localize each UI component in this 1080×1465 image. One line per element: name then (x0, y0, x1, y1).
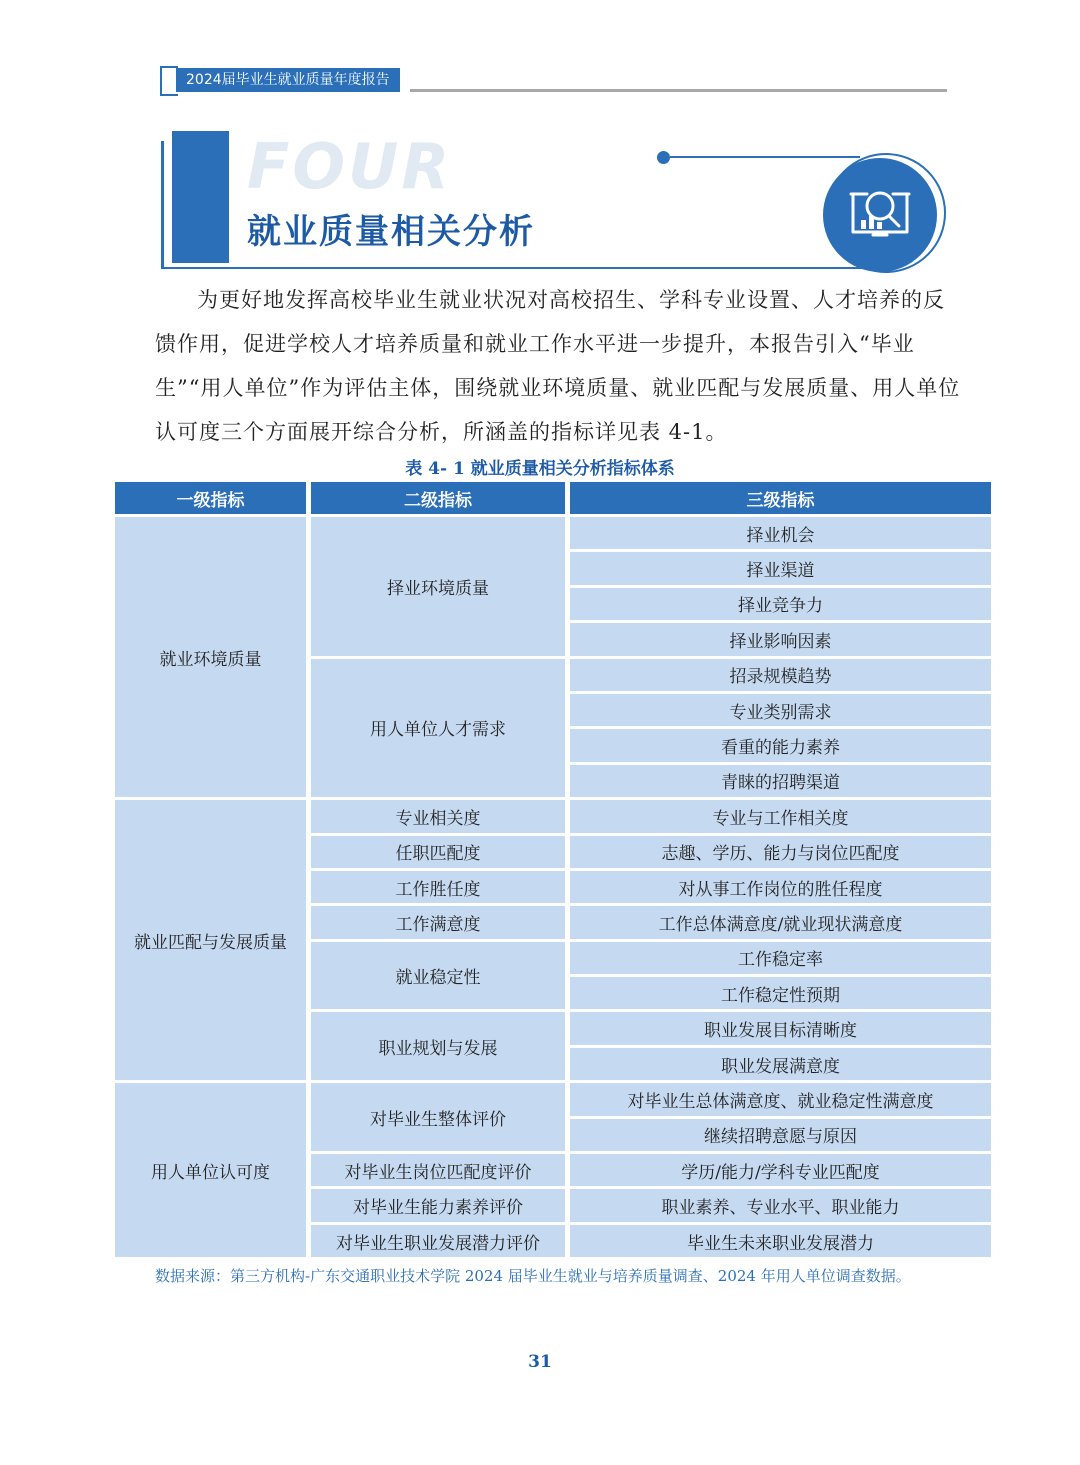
level2-cell: 对毕业生岗位匹配度评价 (311, 1154, 565, 1186)
table-header-row (115, 482, 991, 514)
banner-bottom-rule (161, 267, 881, 269)
table-caption: 表 4- 1 就业质量相关分析指标体系 (405, 459, 675, 479)
chapter-title: 就业质量相关分析 (247, 212, 535, 252)
level3-cell: 工作稳定性预期 (570, 977, 991, 1009)
level3-cell: 招录规模趋势 (570, 659, 991, 691)
page-number: 31 (528, 1352, 552, 1372)
level3-cell: 择业竞争力 (570, 588, 991, 620)
level2-cell: 对毕业生整体评价 (311, 1083, 565, 1151)
level2-cell: 对毕业生职业发展潜力评价 (311, 1225, 565, 1257)
banner-accent-bar (172, 131, 229, 263)
level3-cell: 青睐的招聘渠道 (570, 765, 991, 797)
table-row (115, 800, 991, 832)
table-row (115, 517, 991, 549)
source-note: 数据来源：第三方机构-广东交通职业技术学院 2024 届毕业生就业与培养质量调查、2024 年用人单位调查数据。 (155, 1267, 911, 1285)
banner-edge-line (161, 141, 164, 269)
level2-cell: 对毕业生能力素养评价 (311, 1189, 565, 1221)
intro-text: 为更好地发挥高校毕业生就业状况对高校招生、学科专业设置、人才培养的反馈作用，促进学校人才培养质量和就业工作水平进一步提升，本报告引入“毕业生”“用人单位”作为评估主体，围绕就业环境质量、就业匹配与发展质量、用人单位认可度三个方面展开综合分析，所涵盖的指标详见表 4-1。 (155, 288, 961, 444)
level3-cell: 职业素养、专业水平、职业能力 (570, 1189, 991, 1221)
level3-cell: 志趣、学历、能力与岗位匹配度 (570, 836, 991, 868)
banner-icon-circle (823, 158, 937, 272)
level1-cell: 就业匹配与发展质量 (115, 800, 306, 1080)
level3-cell: 对从事工作岗位的胜任程度 (570, 871, 991, 903)
report-title: 2024届毕业生就业质量年度报告 (176, 68, 400, 92)
level3-cell: 看重的能力素养 (570, 729, 991, 761)
level3-cell: 继续招聘意愿与原因 (570, 1119, 991, 1151)
table-body (115, 517, 991, 1257)
level2-cell: 就业稳定性 (311, 942, 565, 1010)
level3-cell: 对毕业生总体满意度、就业稳定性满意度 (570, 1083, 991, 1115)
level3-cell: 择业渠道 (570, 552, 991, 584)
level3-cell: 毕业生未来职业发展潜力 (570, 1225, 991, 1257)
level3-cell: 择业影响因素 (570, 623, 991, 655)
level2-cell: 职业规划与发展 (311, 1012, 565, 1080)
header-level3: 三级指标 (570, 482, 991, 514)
level2-cell: 用人单位人才需求 (311, 659, 565, 798)
level3-cell: 专业与工作相关度 (570, 800, 991, 832)
level3-cell: 学历/能力/学科专业匹配度 (570, 1154, 991, 1186)
header-level2: 二级指标 (311, 482, 565, 514)
level3-cell: 职业发展目标清晰度 (570, 1012, 991, 1044)
header-level1: 一级指标 (115, 482, 306, 514)
level1-cell: 就业环境质量 (115, 517, 306, 797)
level1-cell: 用人单位认可度 (115, 1083, 306, 1257)
level2-cell: 择业环境质量 (311, 517, 565, 656)
search-analytics-icon (823, 158, 937, 272)
level2-cell: 工作胜任度 (311, 871, 565, 903)
level3-cell: 职业发展满意度 (570, 1048, 991, 1080)
level3-cell: 工作稳定率 (570, 942, 991, 974)
intro-paragraph (155, 278, 965, 454)
level3-cell: 专业类别需求 (570, 694, 991, 726)
level2-cell: 工作满意度 (311, 906, 565, 938)
level3-cell: 工作总体满意度/就业现状满意度 (570, 906, 991, 938)
level3-cell: 择业机会 (570, 517, 991, 549)
indicator-table (110, 479, 996, 1260)
banner-dot (657, 151, 670, 164)
level2-cell: 任职匹配度 (311, 836, 565, 868)
chapter-en-label: FOUR (247, 130, 453, 203)
level2-cell: 专业相关度 (311, 800, 565, 832)
header-rule (410, 89, 947, 92)
table-row (115, 1083, 991, 1115)
